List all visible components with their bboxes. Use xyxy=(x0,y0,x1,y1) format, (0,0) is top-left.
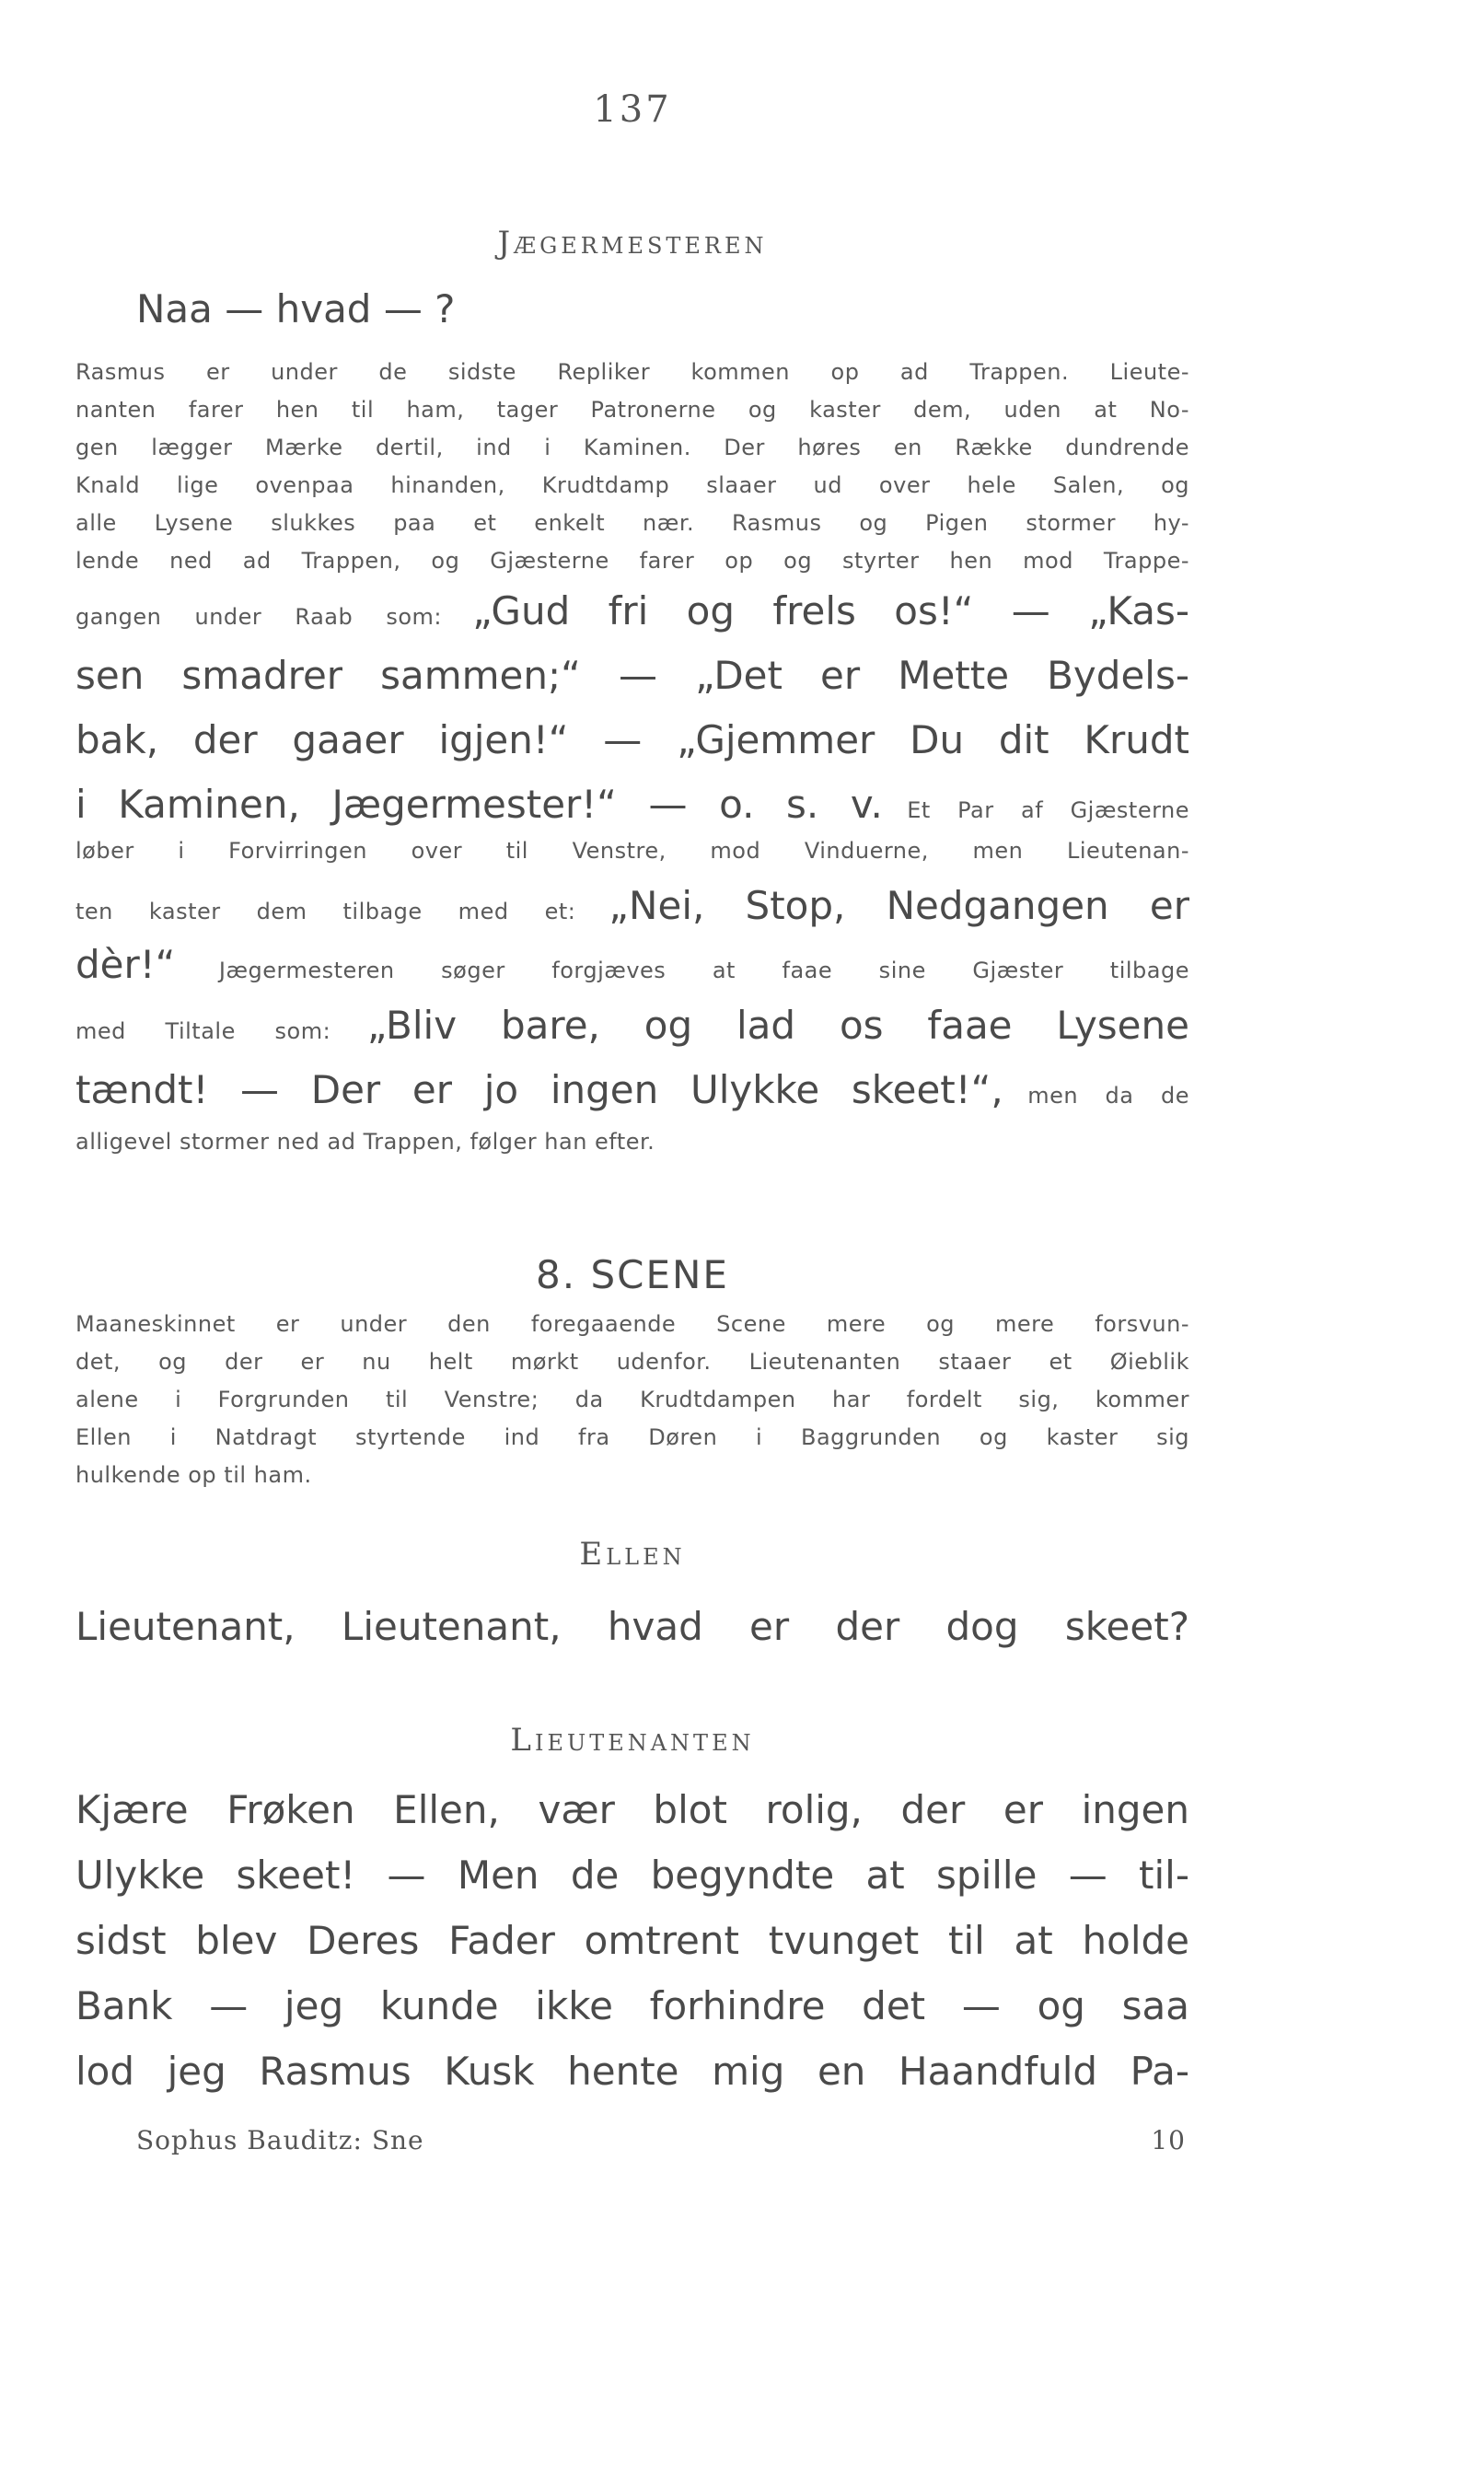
dialog-text: „Nei, Stop, Nedgangen er xyxy=(609,883,1189,928)
stage-text: Jægermesteren søger forgjæves at faae sine Gjæster tilbage xyxy=(218,958,1189,983)
stage-text: Et Par af Gjæsterne xyxy=(907,797,1190,823)
stage-line: nanten farer hen til ham, tager Patronerne og kaster dem, uden at No- xyxy=(75,397,1189,423)
dialog-text: i Kaminen, Jægermester!“ — o. s. v. xyxy=(75,782,883,827)
stage-direction xyxy=(75,1306,1189,1494)
footer-signature-mark: 10 xyxy=(1151,2125,1186,2155)
dialog-line: sen smadrer sammen;“ — „Det er Mette Bydels- xyxy=(75,653,1189,698)
stage-line: alle Lysene slukkes paa et enkelt nær. Rasmus og Pigen stormer hy- xyxy=(75,510,1189,536)
stage-text: med Tiltale som: xyxy=(75,1018,331,1044)
stage-line: Ellen i Natdragt styrtende ind fra Døren i Baggrunden og kaster sig xyxy=(75,1424,1189,1450)
dialog-line: Ulykke skeet! — Men de begyndte at spille — til- xyxy=(75,1853,1189,1898)
book-page xyxy=(75,0,1189,2486)
page-number: 137 xyxy=(593,88,672,131)
stage-line: Maaneskinnet er under den foregaaende Scene mere og mere forsvun- xyxy=(75,1311,1189,1337)
stage-line: Rasmus er under de sidste Repliker kommen op ad Trappen. Lieute- xyxy=(75,359,1189,385)
page-footer xyxy=(136,2125,1186,2155)
speaker-ellen: Ellen xyxy=(579,1536,686,1573)
stage-line: lende ned ad Trappen, og Gjæsterne farer op og styrter hen mod Trappe- xyxy=(75,548,1189,574)
stage-text: men da de xyxy=(1027,1083,1189,1109)
stage-direction xyxy=(75,354,1189,580)
dialog-paragraph xyxy=(75,1777,1189,2104)
dialog-line: Bank — jeg kunde ikke forhindre det — og saa xyxy=(75,1983,1189,2028)
footer-author-title: Sophus Bauditz: Sne xyxy=(136,2125,424,2155)
scene-heading: 8. SCENE xyxy=(536,1252,729,1297)
dialog-line: sidst blev Deres Fader omtrent tvunget til at holde xyxy=(75,1918,1189,1963)
stage-line: hulkende op til ham. xyxy=(75,1462,312,1488)
stage-text: ten kaster dem tilbage med et: xyxy=(75,899,576,924)
dialog-text: „Bliv bare, og lad os faae Lysene xyxy=(366,1003,1189,1048)
dialog-text: dèr!“ xyxy=(75,942,176,987)
speaker-jaegermesteren: Jægermesteren xyxy=(497,225,768,261)
dialog-line: lod jeg Rasmus Kusk hente mig en Haandfuld Pa- xyxy=(75,2049,1189,2094)
stage-text: gangen under Raab som: xyxy=(75,604,443,630)
stage-line: gen lægger Mærke dertil, ind i Kaminen. Der høres en Række dundrende xyxy=(75,435,1189,460)
speaker-lieutenanten: Lieutenanten xyxy=(510,1722,755,1759)
dialog-line: bak, der gaaer igjen!“ — „Gjemmer Du dit Krudt xyxy=(75,717,1189,762)
dialog-text: tændt! — Der er jo ingen Ulykke skeet!“, xyxy=(75,1067,1003,1112)
dialog-line: Kjære Frøken Ellen, vær blot rolig, der er ingen xyxy=(75,1787,1189,1832)
mixed-paragraph xyxy=(75,578,1189,1162)
stage-line: Knald lige ovenpaa hinanden, Krudtdamp slaaer ud over hele Salen, og xyxy=(75,472,1189,498)
dialog-text: „Gud fri og frels os!“ — „Kas- xyxy=(472,588,1190,633)
dialog-line: Naa — hvad — ? xyxy=(136,286,456,331)
stage-line: alene i Forgrunden til Venstre; da Krudtdampen har fordelt sig, kommer xyxy=(75,1387,1189,1412)
stage-line: alligevel stormer ned ad Trappen, følger han efter. xyxy=(75,1129,655,1155)
stage-line: løber i Forvirringen over til Venstre, mod Vinduerne, men Lieutenan- xyxy=(75,838,1189,864)
dialog-line: Lieutenant, Lieutenant, hvad er der dog skeet? xyxy=(75,1604,1189,1649)
stage-line: det, og der er nu helt mørkt udenfor. Lieutenanten staaer et Øieblik xyxy=(75,1349,1189,1375)
